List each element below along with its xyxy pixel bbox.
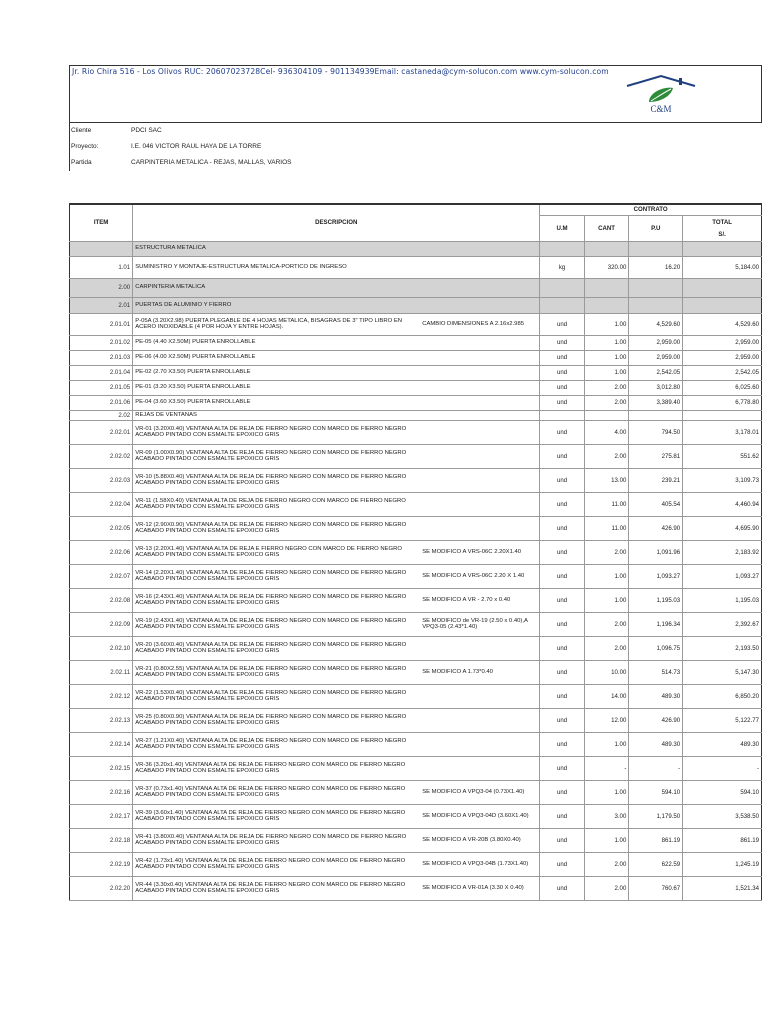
description-cell (133, 804, 540, 828)
header-description: DESCRIPCION (133, 204, 540, 241)
unit-cell: und (540, 492, 585, 516)
description-text: PE-01 (3.20 X3.50) PUERTA ENROLLABLE (135, 384, 251, 391)
description-text: PE-04 (3.60 X3.50) PUERTA ENROLLABLE (135, 399, 251, 406)
modification-note: CAMBIO DIMENSIONES A 2.16x2.985 (422, 320, 525, 327)
description-text: P-05A (3.20X2.98) PUERTA PLEGABLE DE 4 HOJAS METALICA, BISAGRAS DE 3" TIPO LIBRO EN ACERO INOXIDABLE (4 POR HOJA Y ENTRE HOJAS). (135, 317, 403, 330)
description-cell (133, 241, 540, 256)
description-cell (133, 708, 540, 732)
unit-cell: und (540, 708, 585, 732)
total-cell: 2,392.67 (683, 612, 762, 636)
letterhead (69, 65, 762, 123)
quantity-cell: 1.00 (584, 365, 629, 380)
modification-note: SE MODIFICO A VPQ3-04B (1.73X1.40) (422, 860, 529, 867)
unit-price-cell: 1,093.27 (629, 564, 683, 588)
quantity-cell (584, 297, 629, 313)
table-row (70, 828, 762, 852)
unit-price-cell (629, 241, 683, 256)
quantity-cell: 2.00 (584, 540, 629, 564)
item-code: 2.02.10 (70, 636, 133, 660)
total-cell: 5,147.30 (683, 660, 762, 684)
item-code: 2.02.09 (70, 612, 133, 636)
total-cell: 3,109.73 (683, 468, 762, 492)
unit-price-cell: 489.30 (629, 684, 683, 708)
description-cell (133, 612, 540, 636)
total-cell: 2,959.00 (683, 350, 762, 365)
cliente-value: PDCI SAC (131, 127, 162, 134)
item-code: 2.02.12 (70, 684, 133, 708)
item-code: 2.02.15 (70, 756, 133, 780)
quantity-cell: 10.00 (584, 660, 629, 684)
unit-cell: und (540, 636, 585, 660)
description-text: VR-27 (1.21X0.40) VENTANA ALTA DE REJA DE FIERRO NEGRO CON MARCO DE FIERRO NEGRO ACABADO PINTADO CON ESMALTE EPOXICO GRIS (135, 737, 407, 750)
description-text: VR-25 (0.80X0.90) VENTANA ALTA DE REJA DE FIERRO NEGRO CON MARCO DE FIERRO NEGRO ACABADO PINTADO CON ESMALTE EPOXICO GRIS (135, 713, 407, 726)
item-code: 2.02.17 (70, 804, 133, 828)
partida-label: Partida (71, 159, 92, 166)
header-cant: CANT (584, 215, 629, 241)
table-row (70, 612, 762, 636)
description-text: CARPINTERIA METALICA (135, 284, 206, 291)
table-row (70, 297, 762, 313)
description-cell (133, 588, 540, 612)
unit-cell: und (540, 468, 585, 492)
table-row (70, 804, 762, 828)
description-text: REJAS DE VENTANAS (135, 411, 197, 418)
unit-cell (540, 410, 585, 420)
total-cell: 489.30 (683, 732, 762, 756)
description-cell (133, 297, 540, 313)
quantity-cell: 2.00 (584, 876, 629, 900)
description-text: VR-21 (0.80X2.55) VENTANA ALTA DE REJA DE FIERRO NEGRO CON MARCO DE FIERRO NEGRO ACABADO PINTADO CON ESMALTE EPOXICO GRIS (135, 665, 407, 678)
table-row (70, 708, 762, 732)
total-cell: 1,093.27 (683, 564, 762, 588)
table-row (70, 732, 762, 756)
unit-cell: und (540, 876, 585, 900)
unit-cell: und (540, 828, 585, 852)
unit-cell: und (540, 380, 585, 395)
table-row (70, 564, 762, 588)
description-text: PE-05 (4.40 X2.50M) PUERTA ENROLLABLE (135, 339, 256, 346)
item-code: 2.02.11 (70, 660, 133, 684)
item-code: 2.02.18 (70, 828, 133, 852)
total-cell (683, 278, 762, 297)
logo-text: C&M (650, 104, 672, 114)
unit-price-cell: 4,529.60 (629, 313, 683, 335)
item-code: 2.01.05 (70, 380, 133, 395)
description-text: VR-16 (2.43X1.40) VENTANA ALTA DE REJA DE FIERRO NEGRO CON MARCO DE FIERRO NEGRO ACABADO PINTADO CON ESMALTE EPOXICO GRIS (135, 593, 407, 606)
description-cell (133, 313, 540, 335)
quantity-cell: 1.00 (584, 588, 629, 612)
table-row (70, 395, 762, 410)
unit-cell: und (540, 684, 585, 708)
unit-price-cell: 1,196.34 (629, 612, 683, 636)
description-text: VR-37 (0.73x1.40) VENTANA ALTA DE REJA DE FIERRO NEGRO CON MARCO DE FIERRO NEGRO ACABADO PINTADO CON ESMALTE EPOXICO GRIS (135, 785, 406, 798)
unit-price-cell: 622.59 (629, 852, 683, 876)
quantity-cell: 1.00 (584, 732, 629, 756)
item-code: 2.00 (70, 278, 133, 297)
unit-price-cell: 1,096.75 (629, 636, 683, 660)
header-contrato: CONTRATO (540, 204, 762, 215)
unit-cell: und (540, 540, 585, 564)
unit-price-cell: 794.50 (629, 420, 683, 444)
item-code: 2.02.03 (70, 468, 133, 492)
unit-price-cell (629, 297, 683, 313)
description-cell (133, 410, 540, 420)
unit-price-cell: 16.20 (629, 256, 683, 278)
unit-cell: und (540, 732, 585, 756)
quantity-cell: 2.00 (584, 395, 629, 410)
total-cell: 2,542.05 (683, 365, 762, 380)
description-text: SUMINISTRO Y MONTAJE-ESTRUCTURA METALICA-PORTICO DE INGRESO (135, 263, 347, 270)
unit-price-cell: 426.90 (629, 516, 683, 540)
unit-cell: und (540, 313, 585, 335)
unit-price-cell: 3,389.40 (629, 395, 683, 410)
total-cell (683, 410, 762, 420)
unit-price-cell: 489.30 (629, 732, 683, 756)
quantity-cell: 4.00 (584, 420, 629, 444)
company-logo (621, 72, 701, 114)
table-row (70, 420, 762, 444)
description-text: VR-36 (3.20x1.40) VENTANA ALTA DE REJA DE FIERRO NEGRO CON MARCO DE FIERRO NEGRO ACABADO PINTADO CON ESMALTE EPOXICO GRIS (135, 761, 406, 774)
unit-cell: und (540, 350, 585, 365)
unit-cell: und (540, 420, 585, 444)
description-text: PE-06 (4.00 X2.50M) PUERTA ENROLLABLE (135, 354, 256, 361)
table-row (70, 241, 762, 256)
total-cell: 2,959.00 (683, 335, 762, 350)
total-cell: 861.19 (683, 828, 762, 852)
item-code: 2.02.20 (70, 876, 133, 900)
quantity-cell: 1.00 (584, 350, 629, 365)
description-text: VR-44 (3.30x0.40) VENTANA ALTA DE REJA DE FIERRO NEGRO CON MARCO DE FIERRO NEGRO ACABADO PINTADO CON ESMALTE EPOXICO GRIS (135, 881, 406, 894)
table-row (70, 365, 762, 380)
contact-line: Jr. Rio Chira 516 - Los Olivos RUC: 20607023728Cel- 936304109 - 901134939Email: castaneda@cym-solucon.com www.cym-solucon.com (72, 67, 609, 76)
header-currency: S/. (683, 229, 762, 241)
total-cell: 6,778.80 (683, 395, 762, 410)
total-cell: 1,521.34 (683, 876, 762, 900)
unit-cell: und (540, 564, 585, 588)
table-row (70, 380, 762, 395)
unit-cell (540, 297, 585, 313)
quantity-cell (584, 278, 629, 297)
unit-price-cell: 426.90 (629, 708, 683, 732)
table-row (70, 516, 762, 540)
quantity-cell: 3.00 (584, 804, 629, 828)
modification-note: SE MODIFICO A 1.73*0.40 (422, 668, 493, 675)
modification-note: SE MODIFICO de VR-19 (2.50 x 0.40),A VPQ3-05 (2.43*1.40) (422, 617, 528, 630)
table-row (70, 756, 762, 780)
table-row (70, 588, 762, 612)
quantity-cell (584, 410, 629, 420)
unit-price-cell: - (629, 756, 683, 780)
item-code: 2.02.13 (70, 708, 133, 732)
total-cell: 594.10 (683, 780, 762, 804)
unit-cell: und (540, 365, 585, 380)
quantity-cell: 2.00 (584, 636, 629, 660)
description-cell (133, 380, 540, 395)
quantity-cell: 320.00 (584, 256, 629, 278)
total-cell: - (683, 756, 762, 780)
unit-cell (540, 278, 585, 297)
total-cell: 2,183.92 (683, 540, 762, 564)
unit-price-cell: 239.21 (629, 468, 683, 492)
header-pu: P.U (629, 215, 683, 241)
unit-cell: und (540, 516, 585, 540)
table-row (70, 350, 762, 365)
description-text: VR-22 (1.53X0.40) VENTANA ALTA DE REJA DE FIERRO NEGRO CON MARCO DE FIERRO NEGRO ACABADO PINTADO CON ESMALTE EPOXICO GRIS (135, 689, 407, 702)
table-row (70, 256, 762, 278)
unit-cell: kg (540, 256, 585, 278)
description-text: VR-09 (1.00X0.90) VENTANA ALTA DE REJA DE FIERRO NEGRO CON MARCO DE FIERRO NEGRO ACABADO PINTADO CON ESMALTE EPOXICO GRIS (135, 449, 407, 462)
table-row (70, 444, 762, 468)
description-text: VR-01 (3.20X0.40) VENTANA ALTA DE REJA DE FIERRO NEGRO CON MARCO DE FIERRO NEGRO ACABADO PINTADO CON ESMALTE EPOXICO GRIS (135, 425, 407, 438)
info-divider (69, 123, 70, 171)
item-code: 2.02.07 (70, 564, 133, 588)
table-row (70, 636, 762, 660)
total-cell (683, 297, 762, 313)
quantity-cell: 1.00 (584, 335, 629, 350)
unit-cell: und (540, 335, 585, 350)
item-code: 2.01 (70, 297, 133, 313)
description-cell (133, 516, 540, 540)
total-cell: 6,025.60 (683, 380, 762, 395)
unit-price-cell: 1,195.03 (629, 588, 683, 612)
item-code: 2.01.02 (70, 335, 133, 350)
total-cell: 1,195.03 (683, 588, 762, 612)
total-cell: 4,529.60 (683, 313, 762, 335)
description-cell (133, 365, 540, 380)
total-cell: 5,122.77 (683, 708, 762, 732)
table-row (70, 410, 762, 420)
item-code (70, 241, 133, 256)
budget-table (69, 203, 762, 901)
quantity-cell: 1.00 (584, 313, 629, 335)
item-code: 2.02.19 (70, 852, 133, 876)
unit-price-cell: 1,179.50 (629, 804, 683, 828)
unit-cell: und (540, 660, 585, 684)
modification-note: SE MODIFICO A VPQ3-04 (0.73X1.40) (422, 788, 525, 795)
unit-price-cell: 405.54 (629, 492, 683, 516)
description-cell (133, 780, 540, 804)
quantity-cell: 12.00 (584, 708, 629, 732)
unit-cell (540, 241, 585, 256)
description-cell (133, 636, 540, 660)
table-row (70, 684, 762, 708)
unit-price-cell: 594.10 (629, 780, 683, 804)
item-code: 2.02 (70, 410, 133, 420)
table-row (70, 468, 762, 492)
description-text: VR-20 (3.60X0.40) VENTANA ALTA DE REJA DE FIERRO NEGRO CON MARCO DE FIERRO NEGRO ACABADO PINTADO CON ESMALTE EPOXICO GRIS (135, 641, 407, 654)
table-row (70, 780, 762, 804)
total-cell: 4,460.94 (683, 492, 762, 516)
unit-cell: und (540, 612, 585, 636)
header-um: U.M (540, 215, 585, 241)
item-code: 2.02.08 (70, 588, 133, 612)
unit-price-cell: 861.19 (629, 828, 683, 852)
modification-note: SE MODIFICO A VPQ3-04D (3.60X1.40) (422, 812, 529, 819)
description-text: VR-14 (2.20X1.40) VENTANA ALTA DE REJA DE FIERRO NEGRO CON MARCO DE FIERRO NEGRO ACABADO PINTADO CON ESMALTE EPOXICO GRIS (135, 569, 407, 582)
quantity-cell: - (584, 756, 629, 780)
total-cell: 551.62 (683, 444, 762, 468)
item-code: 2.02.01 (70, 420, 133, 444)
description-text: VR-10 (5.88X0.40) VENTANA ALTA DE REJA DE FIERRO NEGRO CON MARCO DE FIERRO NEGRO ACABADO PINTADO CON ESMALTE EPOXICO GRIS (135, 473, 407, 486)
table-row (70, 335, 762, 350)
total-cell: 3,178.01 (683, 420, 762, 444)
cliente-label: Cliente (71, 127, 92, 134)
modification-note: SE MODIFICO A VR-20B (3.80X0.40) (422, 836, 521, 843)
description-cell (133, 335, 540, 350)
quantity-cell: 2.00 (584, 612, 629, 636)
description-cell (133, 540, 540, 564)
item-code: 2.02.16 (70, 780, 133, 804)
table-row (70, 852, 762, 876)
item-code: 1.01 (70, 256, 133, 278)
proyecto-label: Proyecto: (71, 143, 99, 150)
table-row (70, 313, 762, 335)
description-cell (133, 732, 540, 756)
description-text: VR-11 (1.58X0.40) VENTANA ALTA DE REJA DE FIERRO NEGRO CON MARCO DE FIERRO NEGRO ACABADO PINTADO CON ESMALTE EPOXICO GRIS (135, 497, 406, 510)
partida-value: CARPINTERIA METALICA - REJAS, MALLAS, VARIOS (131, 159, 292, 166)
modification-note: SE MODIFICO A VRS-06C 2.20 X 1.40 (422, 572, 525, 579)
description-cell (133, 756, 540, 780)
total-cell: 5,184.00 (683, 256, 762, 278)
total-cell: 6,850.20 (683, 684, 762, 708)
item-code: 2.01.03 (70, 350, 133, 365)
unit-cell: und (540, 588, 585, 612)
total-cell: 3,538.50 (683, 804, 762, 828)
description-text: ESTRUCTURA METALICA (135, 245, 206, 252)
unit-cell: und (540, 444, 585, 468)
item-code: 2.01.01 (70, 313, 133, 335)
quantity-cell: 2.00 (584, 444, 629, 468)
table-row (70, 492, 762, 516)
quantity-cell: 2.00 (584, 380, 629, 395)
quantity-cell: 1.00 (584, 564, 629, 588)
table-row (70, 660, 762, 684)
modification-note: SE MODIFICO A VR - 2.70 x 0.40 (422, 596, 511, 603)
quantity-cell: 1.00 (584, 780, 629, 804)
unit-price-cell (629, 278, 683, 297)
quantity-cell (584, 241, 629, 256)
item-code: 2.01.06 (70, 395, 133, 410)
description-text: VR-39 (3.60x1.40) VENTANA ALTA DE REJA DE FIERRO NEGRO CON MARCO DE FIERRO NEGRO ACABADO PINTADO CON ESMALTE EPOXICO GRIS (135, 809, 406, 822)
modification-note: SE MODIFICO A VRS-06C 2.20X1.40 (422, 548, 522, 555)
table-row (70, 540, 762, 564)
description-text: VR-41 (3.80X0.40) VENTANA ALTA DE REJA DE FIERRO NEGRO CON MARCO DE FIERRO NEGRO ACABADO PINTADO CON ESMALTE EPOXICO GRIS (135, 833, 407, 846)
table-row (70, 876, 762, 900)
description-cell (133, 395, 540, 410)
unit-price-cell: 760.67 (629, 876, 683, 900)
quantity-cell: 11.00 (584, 492, 629, 516)
description-cell (133, 564, 540, 588)
item-code: 2.02.14 (70, 732, 133, 756)
description-cell (133, 350, 540, 365)
quantity-cell: 14.00 (584, 684, 629, 708)
description-cell (133, 852, 540, 876)
unit-cell: und (540, 780, 585, 804)
item-code: 2.02.04 (70, 492, 133, 516)
description-text: VR-12 (2.90X0.90) VENTANA ALTA DE REJA DE FIERRO NEGRO CON MARCO DE FIERRO NEGRO ACABADO PINTADO CON ESMALTE EPOXICO GRIS (135, 521, 407, 534)
description-text: VR-19 (2.43X1.40) VENTANA ALTA DE REJA DE FIERRO NEGRO CON MARCO DE FIERRO NEGRO ACABADO PINTADO CON ESMALTE EPOXICO GRIS (135, 617, 407, 630)
description-text: PE-02 (2.70 X3.50) PUERTA ENROLLABLE (135, 369, 251, 376)
description-cell (133, 468, 540, 492)
modification-note: SE MODIFICO A VR-01A (3.30 X 0.40) (422, 884, 524, 891)
quantity-cell: 11.00 (584, 516, 629, 540)
unit-price-cell: 1,091.96 (629, 540, 683, 564)
description-text: VR-42 (1.73x1.40) VENTANA ALTA DE REJA DE FIERRO NEGRO CON MARCO DE FIERRO NEGRO ACABADO PINTADO CON ESMALTE EPOXICO GRIS (135, 857, 406, 870)
description-cell (133, 828, 540, 852)
total-cell: 4,695.90 (683, 516, 762, 540)
unit-price-cell: 2,959.00 (629, 335, 683, 350)
description-text: PUERTAS DE ALUMINIO Y FIERRO (135, 301, 232, 308)
quantity-cell: 13.00 (584, 468, 629, 492)
unit-price-cell: 2,959.00 (629, 350, 683, 365)
quantity-cell: 2.00 (584, 852, 629, 876)
description-cell (133, 660, 540, 684)
description-cell (133, 420, 540, 444)
unit-price-cell: 275.81 (629, 444, 683, 468)
unit-price-cell: 3,012.80 (629, 380, 683, 395)
item-code: 2.02.06 (70, 540, 133, 564)
description-cell (133, 492, 540, 516)
quantity-cell: 1.00 (584, 828, 629, 852)
table-row (70, 278, 762, 297)
unit-price-cell (629, 410, 683, 420)
description-cell (133, 256, 540, 278)
item-code: 2.01.04 (70, 365, 133, 380)
unit-cell: und (540, 395, 585, 410)
description-cell (133, 444, 540, 468)
item-code: 2.02.02 (70, 444, 133, 468)
total-cell (683, 241, 762, 256)
unit-price-cell: 514.73 (629, 660, 683, 684)
description-cell (133, 876, 540, 900)
description-cell (133, 278, 540, 297)
total-cell: 2,193.50 (683, 636, 762, 660)
item-code: 2.02.05 (70, 516, 133, 540)
proyecto-value: I.E. 046 VICTOR RAUL HAYA DE LA TORRE (131, 143, 262, 150)
unit-cell: und (540, 756, 585, 780)
description-cell (133, 684, 540, 708)
unit-cell: und (540, 804, 585, 828)
unit-cell: und (540, 852, 585, 876)
unit-price-cell: 2,542.05 (629, 365, 683, 380)
header-item: ITEM (70, 204, 133, 241)
total-cell: 1,245.19 (683, 852, 762, 876)
description-text: VR-13 (2.20X1.40) VENTANA ALTA DE REJA E FIERRO NEGRO CON MARCO DE FIERRO NEGRO ACABADO PINTADO CON ESMALTE EPOXICO GRIS (135, 545, 402, 558)
header-total: TOTAL (683, 215, 762, 229)
table-header-row (70, 204, 762, 215)
